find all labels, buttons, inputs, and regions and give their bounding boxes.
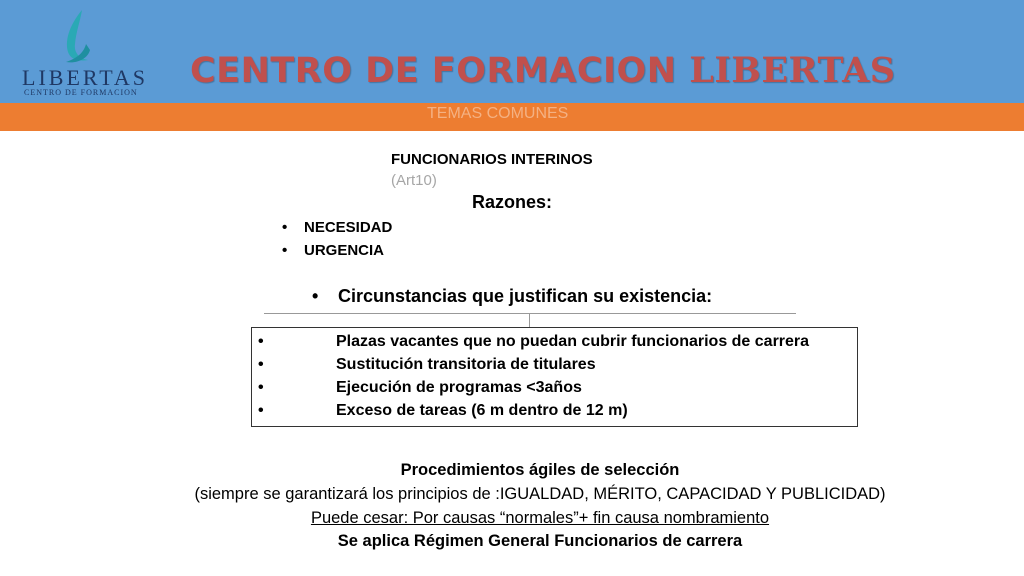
circunstancia-text: Ejecución de programas <3años [336, 379, 582, 396]
bullet-dot-icon: • [258, 333, 264, 350]
circunstancias-label: Circunstancias que justifican su existencia: [338, 286, 713, 306]
bullet-dot-icon: • [282, 242, 288, 259]
razones-list [282, 216, 392, 262]
list-item [258, 356, 596, 374]
cese-text: Puede cesar: Por causas “normales”+ fin causa nombramiento [310, 509, 770, 527]
teal-swoosh-icon [58, 8, 98, 66]
circunstancia-text: Exceso de tareas (6 m dentro de 12 m) [336, 402, 628, 419]
page-title-accent: LIBERTAS [689, 50, 896, 91]
page-title [190, 50, 896, 91]
bullet-dot-icon: • [282, 219, 288, 236]
logo-name: LIBERTAS [22, 65, 149, 90]
circunstancias-heading [312, 286, 712, 307]
bullet-dot-icon: • [312, 286, 319, 306]
list-item [258, 333, 809, 351]
bullet-dot-icon: • [258, 402, 264, 419]
circunstancias-box [251, 327, 858, 427]
circunstancia-text: Plazas vacantes que no puedan cubrir funcionarios de carrera [336, 333, 810, 350]
logo-subtitle: CENTRO DE FORMACION [24, 88, 138, 97]
list-item [282, 216, 392, 239]
page-title-main: CENTRO DE FORMACION [190, 51, 690, 91]
razones-label: Razones: [472, 192, 553, 212]
circunstancia-text: Sustitución transitoria de titulares [336, 356, 596, 373]
list-item [282, 239, 392, 262]
divider-line [264, 313, 796, 314]
content-heading: FUNCIONARIOS INTERINOS [391, 151, 593, 168]
connector-line [529, 314, 530, 327]
list-item [258, 379, 582, 397]
bullet-dot-icon: • [258, 379, 264, 396]
regimen-text: Se aplica Régimen General Funcionarios de carrera [337, 532, 743, 550]
procedimientos-text: Procedimientos ágiles de selección [400, 461, 680, 479]
principios-text: (siempre se garantizará los principios de :IGUALDAD, MÉRITO, CAPACIDAD Y PUBLICIDAD) [194, 485, 886, 503]
libertas-logo [18, 8, 149, 98]
bullet-dot-icon: • [258, 356, 264, 373]
article-reference: (Art10) [391, 172, 437, 189]
list-item [258, 402, 628, 420]
razon-text: URGENCIA [304, 242, 385, 259]
section-subtitle: TEMAS COMUNES [427, 105, 569, 122]
razon-text: NECESIDAD [304, 219, 393, 236]
